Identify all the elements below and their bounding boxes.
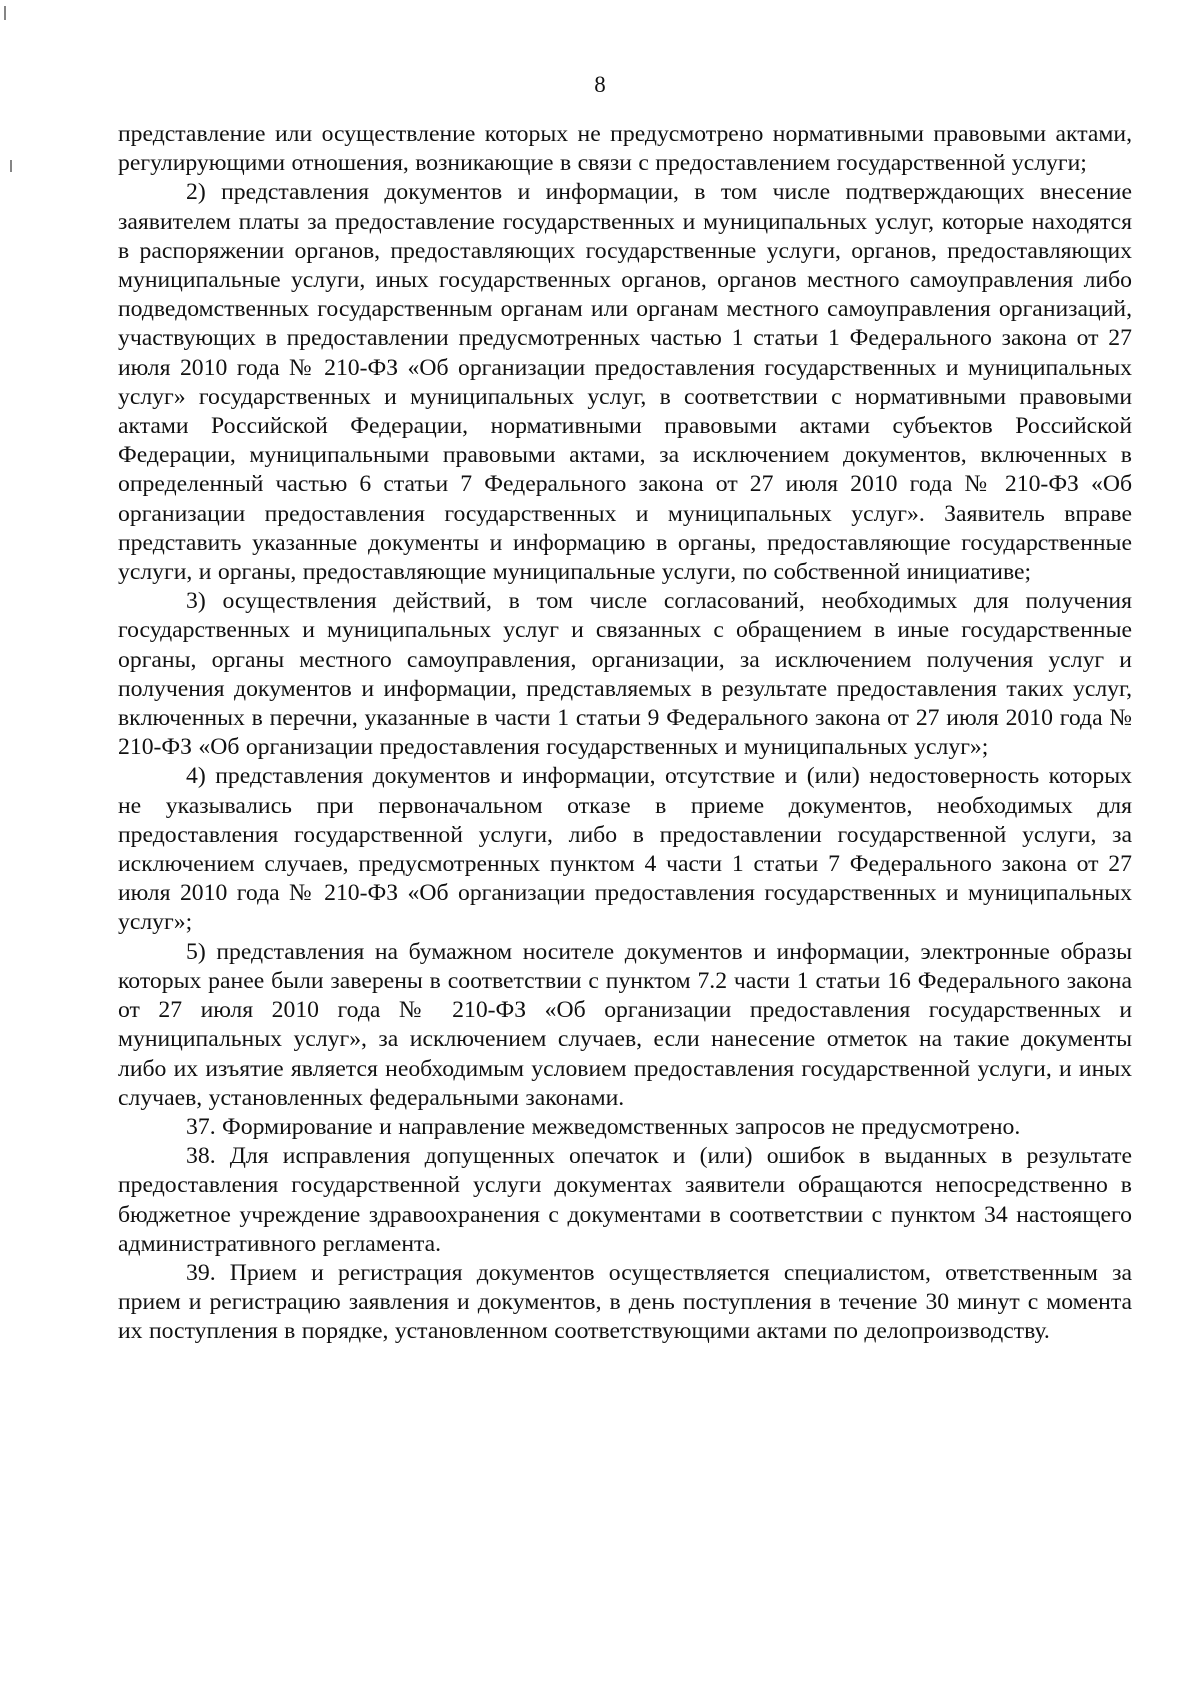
paragraph-item-2: 2) представления документов и информации, в том числе подтверждающих внесение заявителем платы за предоставление государственных и муниципальных услуг, которые находятся в распоряжении органов, предоставляющих государственные услуги, органов, предоставляющих муниципальные услуги, иных государственных органов, органов местного самоуправления либо подведомственных государственным органам или органам местного самоуправления организаций, участвующих в предоставлении предусмотренных частью 1 статьи 1 Федерального закона от 27 июля 2010 года № 210-ФЗ «Об организации предоставления государственных и муниципальных услуг» государственных и муниципальных услуг, в соответствии с нормативными правовыми актами Российской Федерации, нормативными правовыми актами субъектов Российской Федерации, муниципальными правовыми актами, за исключением документов, включенных в определенный частью 6 статьи 7 Федерального закона от 27 июля 2010 года № 210-ФЗ «Об организации предоставления государственных и муниципальных услуг». Заявитель вправе представить указанные документы и информацию в органы, предоставляющие государственные услуги, и органы, предоставляющие муниципальные услуги, по собственной инициативе; (118, 179, 1132, 586)
paragraph-item-4: 4) представления документов и информации, отсутствие и (или) недостоверность которых не указывались при первоначальном отказе в приеме документов, необходимых для предоставления государственной услуги, либо в предоставлении государственной услуги, за исключением случаев, предусмотренных пунктом 4 части 1 статьи 7 Федерального закона от 27 июля 2010 года № 210-ФЗ «Об организации предоставления государственных и муниципальных услуг»; (118, 763, 1132, 936)
document-body (118, 120, 1132, 1347)
paragraph-continuation: представление или осуществление которых не предусмотрено нормативными правовыми актами, регулирующими отношения, возникающие в связи с предоставлением государственной услуги; (118, 121, 1132, 177)
paragraph-item-3: 3) осуществления действий, в том числе согласований, необходимых для получения государственных и муниципальных услуг и связанных с обращением в иные государственные органы, органы местного самоуправления, организации, за исключением получения услуг и получения документов и информации, представляемых в результате предоставления таких услуг, включенных в перечни, указанные в части 1 статьи 9 Федерального закона от 27 июля 2010 года № 210-ФЗ «Об организации предоставления государственных и муниципальных услуг»; (118, 588, 1132, 761)
scan-mark (4, 6, 6, 20)
paragraph-clause-37: 37. Формирование и направление межведомственных запросов не предусмотрено. (186, 1113, 1021, 1140)
paragraph-clause-38: 38. Для исправления допущенных опечаток и (или) ошибок в выданных в результате предоставления государственной услуги документах заявители обращаются непосредственно в бюджетное учреждение здравоохранения с документами в соответствии с пунктом 34 настоящего административного регламента. (118, 1143, 1132, 1257)
paragraph-clause-39: 39. Прием и регистрация документов осуществляется специалистом, ответственным за прием и регистрацию заявления и документов, в день поступления в течение 30 минут с момента их поступления в порядке, установленном соответствующими актами по делопроизводству. (118, 1259, 1132, 1345)
scan-mark (10, 160, 12, 172)
paragraph-item-5: 5) представления на бумажном носителе документов и информации, электронные образы которых ранее были заверены в соответствии с пунктом 7.2 части 1 статьи 16 Федерального закона от 27 июля 2010 года № 210-ФЗ «Об организации предоставления государственных и муниципальных услуг», за исключением случаев, если нанесение отметок на такие документы либо их изъятие является необходимым условием предоставления государственной услуги, и иных случаев, установленных федеральными законами. (118, 938, 1132, 1111)
page-number: 8 (594, 72, 606, 97)
